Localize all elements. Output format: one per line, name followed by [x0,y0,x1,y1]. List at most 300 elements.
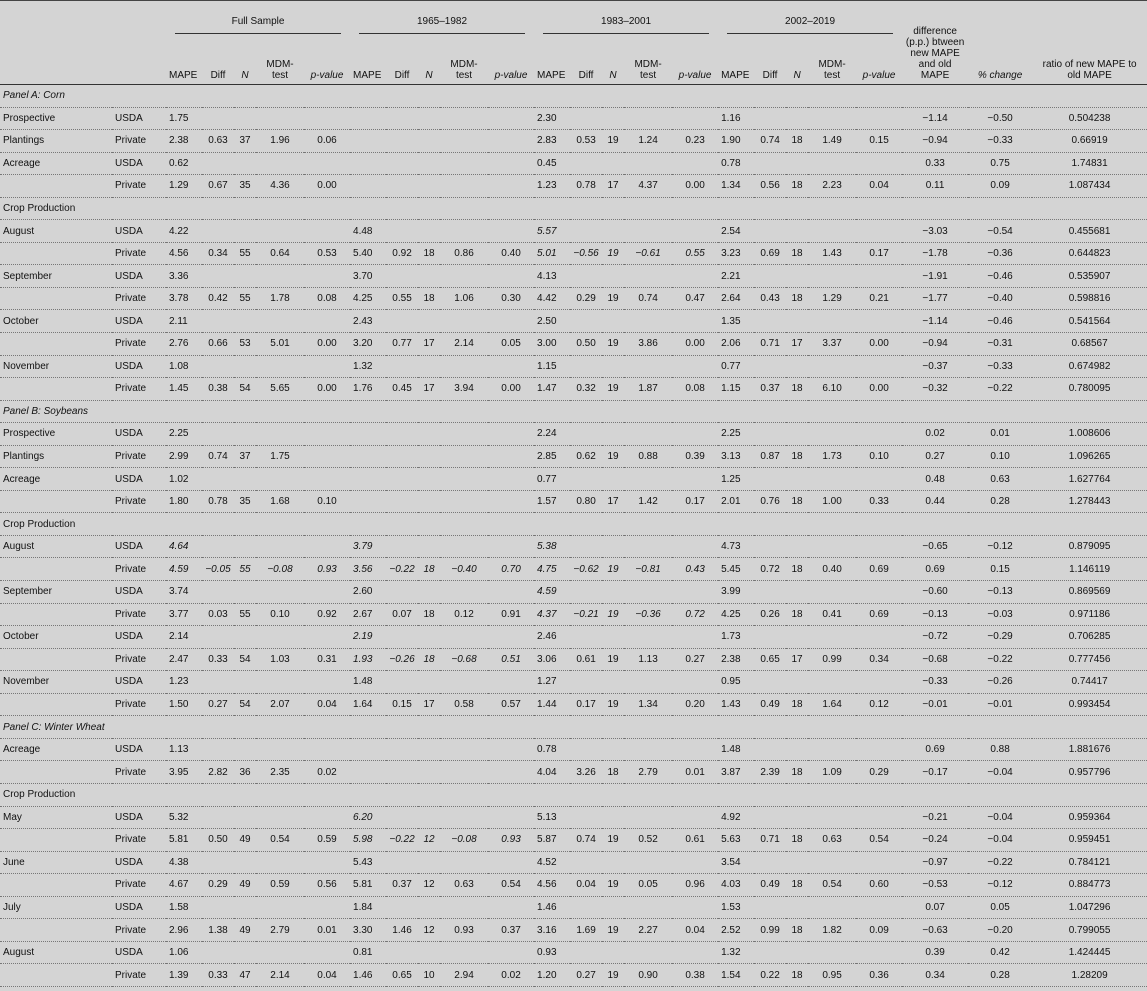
cell-mape: 1.46 [350,964,386,987]
cell-ratio: 1.047296 [1032,896,1147,919]
cell-mdm [440,671,488,694]
cell-diff [754,738,786,761]
cell-n: 35 [234,490,256,513]
cell-pct-change: −0.04 [968,761,1032,784]
cell-n [234,626,256,649]
cell-pvalue [304,445,350,468]
cell-diff [386,671,418,694]
cell-mdm [256,581,304,604]
cell-diff [570,738,602,761]
cell-mape [350,130,386,153]
table-row [0,355,1147,378]
cell-mdm [256,626,304,649]
cell-pvalue: 0.00 [304,333,350,356]
cell-pvalue [856,806,902,829]
cell-mdm [624,423,672,446]
cell-n [234,738,256,761]
cell-pct-change: −0.33 [968,130,1032,153]
cell-n: 49 [234,874,256,897]
cell-mape: 1.76 [350,378,386,401]
cell-diff: 0.71 [754,829,786,852]
cell-pvalue [488,941,534,964]
cell-mdm [624,152,672,175]
subheader-n: N [241,70,249,81]
cell-n: 18 [786,693,808,716]
cell-pvalue [672,152,718,175]
cell-mape: 1.32 [718,941,754,964]
cell-mdm [624,265,672,288]
cell-mdm: −0.36 [624,603,672,626]
cell-diff: 2.82 [202,761,234,784]
cell-mape: 0.77 [534,468,570,491]
subheader-mape: MAPE [537,70,566,81]
cell-ratio: 0.799055 [1032,919,1147,942]
cell-pvalue: 0.01 [304,919,350,942]
cell-mape: 2.43 [350,310,386,333]
table-row [0,175,1147,198]
cell-pvalue: 0.72 [672,603,718,626]
cell-mdm [808,423,856,446]
row-label [0,829,112,852]
cell-pvalue [672,107,718,130]
cell-pvalue [488,107,534,130]
cell-mdm: 0.64 [256,242,304,265]
cell-pct-change: 0.09 [968,175,1032,198]
cell-n: 17 [786,333,808,356]
cell-mape: 0.62 [166,152,202,175]
cell-diff [386,626,418,649]
cell-mdm: 0.54 [256,829,304,852]
cell-diff [202,355,234,378]
cell-n [234,310,256,333]
row-source: USDA [112,851,166,874]
section-header-row [0,783,1147,806]
cell-pvalue [856,107,902,130]
cell-n [602,355,624,378]
cell-mape: 2.38 [718,648,754,671]
cell-diff: 0.74 [754,130,786,153]
row-label: November [0,355,112,378]
table-row [0,310,1147,333]
cell-pvalue [304,220,350,243]
cell-mape: 1.06 [166,941,202,964]
cell-n: 55 [234,242,256,265]
cell-diff [202,581,234,604]
cell-diff: 0.74 [202,445,234,468]
cell-n [418,220,440,243]
cell-mdm: 3.94 [440,378,488,401]
cell-n [786,626,808,649]
cell-mdm: 0.12 [440,603,488,626]
cell-mdm [440,107,488,130]
row-label: Plantings [0,445,112,468]
cell-mdm: 1.09 [808,761,856,784]
cell-mape: 2.96 [166,919,202,942]
subheader-diff: Diff [394,70,410,81]
cell-difference-pp: −3.03 [902,220,968,243]
cell-mdm: 0.59 [256,874,304,897]
cell-pvalue [488,806,534,829]
cell-diff: 0.67 [202,175,234,198]
cell-mape: 5.57 [534,220,570,243]
subheader-n: N [609,70,617,81]
cell-mdm [808,851,856,874]
cell-mape: 5.98 [350,829,386,852]
cell-mape [350,761,386,784]
cell-pct-change: −0.12 [968,874,1032,897]
table-row [0,941,1147,964]
cell-mdm [808,265,856,288]
cell-pvalue [488,490,534,513]
cell-mdm [808,220,856,243]
cell-mape: 1.39 [166,964,202,987]
cell-mape: 4.42 [534,287,570,310]
cell-pvalue: 0.53 [304,242,350,265]
row-source: Private [112,378,166,401]
subheader-p-value: p-value [862,70,896,81]
cell-diff [386,851,418,874]
cell-pvalue: 0.70 [488,558,534,581]
cell-pct-change: −0.36 [968,242,1032,265]
cell-diff: 0.56 [754,175,786,198]
cell-mdm: 1.68 [256,490,304,513]
cell-difference-pp: 0.69 [902,558,968,581]
cell-n: 18 [786,175,808,198]
cell-n [786,265,808,288]
table-row [0,671,1147,694]
cell-difference-pp: −0.32 [902,378,968,401]
cell-ratio: 0.598816 [1032,287,1147,310]
cell-mdm [624,896,672,919]
cell-mdm: 0.95 [808,964,856,987]
cell-mape: 5.45 [718,558,754,581]
cell-n [418,310,440,333]
cell-mape: 4.59 [534,581,570,604]
cell-ratio: 1.28209 [1032,964,1147,987]
cell-pct-change: −0.22 [968,851,1032,874]
row-source: USDA [112,671,166,694]
cell-mdm [440,130,488,153]
cell-pvalue [304,468,350,491]
cell-n [786,535,808,558]
cell-mape: 5.43 [350,851,386,874]
cell-n [418,175,440,198]
cell-n [418,806,440,829]
cell-ratio: 1.74831 [1032,152,1147,175]
cell-difference-pp: 0.07 [902,896,968,919]
cell-pct-change: −0.54 [968,220,1032,243]
cell-diff [754,468,786,491]
cell-mape: 4.03 [718,874,754,897]
cell-mdm [624,310,672,333]
table-row [0,490,1147,513]
cell-mdm [440,490,488,513]
cell-ratio: 0.68567 [1032,333,1147,356]
cell-n [602,265,624,288]
cell-pvalue: 0.56 [304,874,350,897]
cell-pvalue [488,152,534,175]
row-label: Prospective [0,423,112,446]
cell-mape: 0.81 [350,941,386,964]
cell-mdm [440,806,488,829]
cell-ratio: 1.008606 [1032,423,1147,446]
cell-diff [754,220,786,243]
cell-difference-pp: −1.78 [902,242,968,265]
cell-mdm [624,738,672,761]
cell-n [234,107,256,130]
cell-n [786,806,808,829]
cell-mape: 3.78 [166,287,202,310]
cell-n [602,107,624,130]
cell-n: 37 [234,130,256,153]
cell-pvalue [856,851,902,874]
cell-n: 18 [786,919,808,942]
cell-n: 54 [234,693,256,716]
cell-mdm: 4.37 [624,175,672,198]
cell-pct-change: 0.10 [968,445,1032,468]
cell-mdm [808,310,856,333]
cell-n [602,152,624,175]
cell-ratio: 0.959451 [1032,829,1147,852]
cell-pvalue: 0.36 [856,964,902,987]
cell-pvalue [672,626,718,649]
cell-mdm: 4.36 [256,175,304,198]
cell-pct-change: −0.04 [968,829,1032,852]
cell-n: 18 [602,761,624,784]
cell-pvalue: 0.69 [856,603,902,626]
row-source: Private [112,333,166,356]
cell-mape: 6.20 [350,806,386,829]
cell-difference-pp: −0.37 [902,355,968,378]
cell-diff: 0.63 [202,130,234,153]
cell-diff: 0.37 [386,874,418,897]
subheader-mdm-test: MDM-test [818,59,846,81]
cell-n: 55 [234,603,256,626]
cell-diff [754,310,786,333]
cell-pct-change: −0.26 [968,671,1032,694]
cell-pvalue [488,355,534,378]
cell-mape: 2.25 [718,423,754,446]
cell-mape: 1.16 [718,107,754,130]
cell-n: 19 [602,378,624,401]
cell-n [418,355,440,378]
cell-difference-pp: 0.69 [902,738,968,761]
row-label: June [0,851,112,874]
row-source: USDA [112,107,166,130]
cell-mdm [808,107,856,130]
cell-pvalue [488,310,534,333]
cell-diff: 0.43 [754,287,786,310]
cell-pvalue: 0.93 [304,558,350,581]
cell-n [602,896,624,919]
row-source: USDA [112,468,166,491]
cell-mdm [808,806,856,829]
cell-diff: −0.62 [570,558,602,581]
cell-diff [570,581,602,604]
cell-mape: 2.52 [718,919,754,942]
cell-diff: 0.33 [202,964,234,987]
cell-mdm: 2.79 [624,761,672,784]
cell-mape: 3.79 [350,535,386,558]
row-source: USDA [112,896,166,919]
cell-pct-change: −0.31 [968,333,1032,356]
cell-pvalue [672,941,718,964]
cell-diff [386,220,418,243]
cell-pvalue: 0.34 [856,648,902,671]
panel-title: Panel A: Corn [0,85,1147,108]
cell-mape: 1.08 [166,355,202,378]
cell-mdm: 0.05 [624,874,672,897]
cell-diff [570,626,602,649]
cell-n: 18 [786,874,808,897]
cell-pvalue [304,626,350,649]
cell-pvalue: 0.60 [856,874,902,897]
cell-mdm: 6.10 [808,378,856,401]
cell-n [786,107,808,130]
cell-mdm [256,355,304,378]
cell-pvalue [856,423,902,446]
cell-difference-pp: 0.11 [902,175,968,198]
cell-mdm [440,265,488,288]
cell-mape: 1.15 [718,378,754,401]
cell-mape: 2.01 [718,490,754,513]
cell-n [418,423,440,446]
cell-mape: 4.75 [534,558,570,581]
cell-pct-change: −0.22 [968,648,1032,671]
cell-n: 55 [234,287,256,310]
cell-mape: 0.77 [718,355,754,378]
cell-mdm: 1.06 [440,287,488,310]
cell-mape: 1.54 [718,964,754,987]
cell-mdm [256,310,304,333]
cell-mape: 1.15 [534,355,570,378]
cell-difference-pp: −0.53 [902,874,968,897]
cell-diff [386,761,418,784]
cell-pvalue [304,851,350,874]
cell-diff [754,806,786,829]
cell-diff: 0.38 [202,378,234,401]
cell-mdm: 0.63 [808,829,856,852]
cell-pvalue [488,896,534,919]
cell-diff [202,310,234,333]
cell-ratio: 0.66919 [1032,130,1147,153]
cell-mape: 2.38 [166,130,202,153]
cell-mape: 0.93 [534,941,570,964]
group-header-1965-1982: 1965–1982 [350,1,534,39]
cell-diff [202,468,234,491]
cell-pvalue [488,738,534,761]
cell-mape: 1.73 [718,626,754,649]
subheader-diff: Diff [762,70,778,81]
cell-mape: 3.87 [718,761,754,784]
cell-n: 18 [418,242,440,265]
table-row [0,242,1147,265]
cell-pvalue: 0.61 [672,829,718,852]
cell-ratio: 0.784121 [1032,851,1147,874]
cell-diff [202,535,234,558]
cell-n: 18 [786,378,808,401]
cell-difference-pp: 0.34 [902,964,968,987]
cell-mape: 3.30 [350,919,386,942]
cell-mape: 3.06 [534,648,570,671]
cell-pvalue: 0.09 [856,919,902,942]
cell-mape: 1.32 [350,355,386,378]
cell-diff: 0.78 [202,490,234,513]
subheader-mdm-test: MDM-test [266,59,294,81]
row-label: November [0,671,112,694]
cell-mape: 2.99 [166,445,202,468]
cell-mape: 5.38 [534,535,570,558]
panel-title: Panel B: Soybeans [0,400,1147,423]
row-source: Private [112,761,166,784]
row-source: Private [112,287,166,310]
cell-mdm: 1.24 [624,130,672,153]
cell-pvalue [672,851,718,874]
table-row [0,738,1147,761]
cell-n: 55 [234,558,256,581]
table-row [0,378,1147,401]
cell-ratio: 0.959364 [1032,806,1147,829]
row-label [0,693,112,716]
cell-diff: 0.15 [386,693,418,716]
cell-mdm: 2.23 [808,175,856,198]
cell-mdm: 2.07 [256,693,304,716]
cell-mdm: 0.88 [624,445,672,468]
cell-mdm [440,941,488,964]
cell-diff: 0.34 [202,242,234,265]
row-source: USDA [112,355,166,378]
cell-n: 18 [786,829,808,852]
row-label: October [0,310,112,333]
cell-pct-change: −0.50 [968,107,1032,130]
cell-diff [386,896,418,919]
cell-pvalue: 0.20 [672,693,718,716]
cell-mdm: 2.27 [624,919,672,942]
cell-ratio: 0.674982 [1032,355,1147,378]
subheader-mape: MAPE [353,70,382,81]
cell-mape: 4.73 [718,535,754,558]
table-row [0,445,1147,468]
cell-pvalue [488,175,534,198]
cell-pvalue: 0.96 [672,874,718,897]
cell-n: 47 [234,964,256,987]
cell-n: 17 [418,693,440,716]
cell-pvalue [856,468,902,491]
cell-pvalue [672,535,718,558]
table-row [0,603,1147,626]
cell-mdm: 1.00 [808,490,856,513]
table-row [0,626,1147,649]
table-row [0,896,1147,919]
cell-pvalue [304,152,350,175]
cell-n: 19 [602,829,624,852]
cell-pvalue [304,310,350,333]
cell-mape: 3.00 [534,333,570,356]
cell-mape: 2.14 [166,626,202,649]
cell-ratio: 0.884773 [1032,874,1147,897]
cell-n [418,130,440,153]
cell-diff: 0.42 [202,287,234,310]
cell-pvalue: 0.10 [304,490,350,513]
cell-diff: 0.61 [570,648,602,671]
cell-mape [350,423,386,446]
cell-n [602,423,624,446]
cell-pct-change: 0.28 [968,964,1032,987]
cell-diff [386,468,418,491]
cell-diff: 0.29 [570,287,602,310]
cell-n [234,851,256,874]
cell-mape: 1.13 [166,738,202,761]
